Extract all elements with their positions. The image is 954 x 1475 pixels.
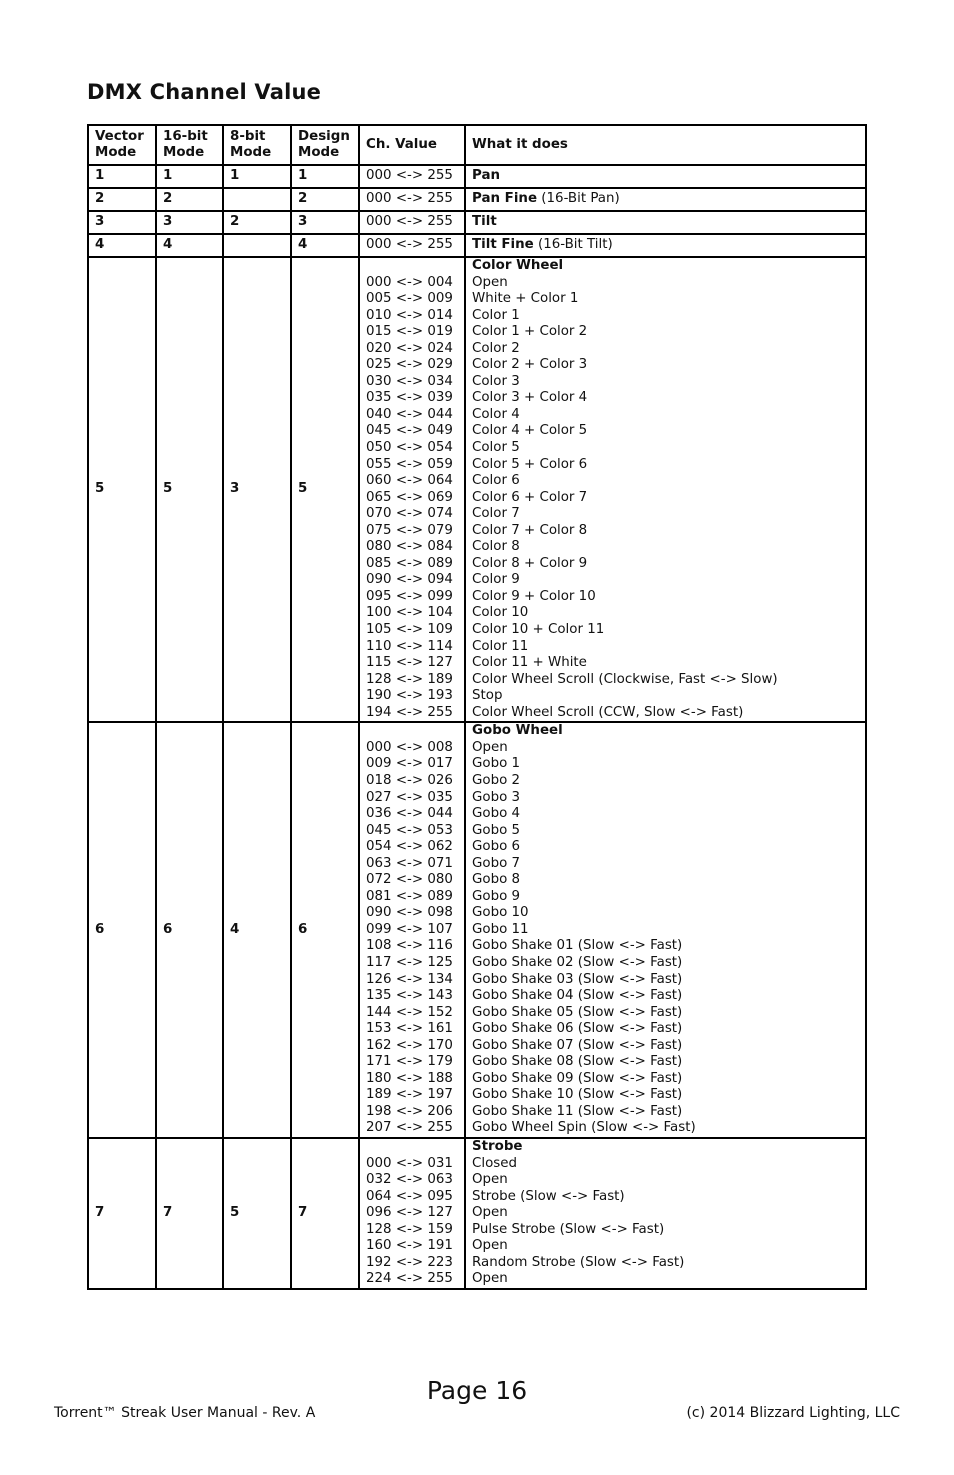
ch-value-range: 045 <-> 053: [366, 822, 453, 838]
ch-value-range: 035 <-> 039: [366, 390, 453, 406]
function-description: Gobo 6: [472, 839, 521, 855]
function-description: Gobo Shake 11 (Slow <-> Fast): [472, 1103, 683, 1119]
function-description: Color 6 + Color 7: [472, 489, 588, 505]
16bit-mode-cell: 4: [156, 234, 223, 257]
function-description: Color 4: [472, 406, 520, 422]
ch-value-range: 110 <-> 114: [366, 638, 453, 654]
function-description: Strobe (Slow <-> Fast): [472, 1188, 625, 1204]
ch-value-cell: 000 <-> 255: [359, 211, 465, 234]
what-it-does-cell: [465, 234, 866, 257]
ch-value-range: 045 <-> 049: [366, 423, 453, 439]
ch-value-range: 100 <-> 104: [366, 605, 453, 621]
function-description: Gobo Shake 01 (Slow <-> Fast): [472, 938, 683, 954]
table-row: [88, 722, 866, 1138]
design-mode-cell: 3: [291, 211, 359, 234]
ch-value-range: 090 <-> 098: [366, 905, 453, 921]
ch-value-range: 171 <-> 179: [366, 1054, 453, 1070]
ch-value-range: 064 <-> 095: [366, 1188, 453, 1204]
ch-value-range: 085 <-> 089: [366, 555, 453, 571]
table-row: [88, 234, 866, 257]
function-name: Pan Fine: [472, 191, 538, 207]
what-it-does-cell: [465, 211, 866, 234]
ch-value-range: 075 <-> 079: [366, 522, 453, 538]
function-description: Gobo 9: [472, 888, 521, 904]
ch-value-range: 117 <-> 125: [366, 954, 453, 970]
what-it-does-cell: [465, 188, 866, 211]
design-mode-cell: 1: [291, 165, 359, 188]
8bit-mode-cell: 1: [223, 165, 291, 188]
function-description: Random Strobe (Slow <-> Fast): [472, 1254, 685, 1270]
function-description: Color 5 + Color 6: [472, 456, 588, 472]
ch-value-cell: 000 <-> 255: [359, 188, 465, 211]
ch-value-range: 105 <-> 109: [366, 622, 453, 638]
function-description: Gobo 10: [472, 905, 529, 921]
what-it-does-list-cell: [465, 257, 866, 722]
ch-value-range: 192 <-> 223: [366, 1254, 453, 1270]
function-description: Color 2 + Color 3: [472, 357, 588, 373]
8bit-mode-cell: [223, 188, 291, 211]
ch-value-range: 135 <-> 143: [366, 988, 453, 1004]
ch-value-cell: 000 <-> 255: [359, 234, 465, 257]
function-description: Gobo 3: [472, 789, 521, 805]
function-description: Color 1: [472, 307, 520, 323]
function-description: Open: [472, 1172, 508, 1188]
ch-value-range: 000 <-> 031: [366, 1155, 453, 1171]
function-description: Gobo Shake 07 (Slow <-> Fast): [472, 1037, 683, 1053]
ch-value-list-cell: [359, 257, 465, 722]
ch-value-range: 015 <-> 019: [366, 324, 453, 340]
function-description: Color 10 + Color 11: [472, 622, 605, 638]
ch-value-range: 099 <-> 107: [366, 921, 453, 937]
table-row: [88, 257, 866, 722]
col-header-what-it-does: What it does: [465, 125, 866, 165]
ch-value-range: 128 <-> 159: [366, 1221, 453, 1237]
function-description: Color 8: [472, 539, 520, 555]
ch-value-list-cell: [359, 722, 465, 1138]
function-description: Open: [472, 274, 508, 290]
ch-value-range: 030 <-> 034: [366, 373, 453, 389]
footer-copyright: (c) 2014 Blizzard Lighting, LLC: [686, 1405, 900, 1421]
function-description: Gobo Shake 06 (Slow <-> Fast): [472, 1021, 683, 1037]
vector-mode-cell: 5: [88, 257, 156, 722]
ch-value-range: 065 <-> 069: [366, 489, 453, 505]
col-header-8bit-mode: 8-bit Mode: [223, 125, 291, 165]
what-it-does-list-cell: [465, 1138, 866, 1289]
col-header-design-mode: Design Mode: [291, 125, 359, 165]
function-description: Gobo Shake 02 (Slow <-> Fast): [472, 954, 683, 970]
design-mode-cell: 6: [291, 722, 359, 1138]
ch-value-range: 080 <-> 084: [366, 539, 453, 555]
ch-value-range: 126 <-> 134: [366, 971, 453, 987]
function-note: (16-Bit Tilt): [533, 237, 613, 253]
ch-value-range: 128 <-> 189: [366, 671, 453, 687]
ch-value-range: 005 <-> 009: [366, 291, 453, 307]
table-row: [88, 188, 866, 211]
vector-mode-cell: 3: [88, 211, 156, 234]
16bit-mode-cell: 7: [156, 1138, 223, 1289]
ch-value-range: 207 <-> 255: [366, 1120, 453, 1136]
design-mode-cell: 7: [291, 1138, 359, 1289]
function-description: Color 7: [472, 506, 520, 522]
what-it-does-cell: [465, 165, 866, 188]
table-row: [88, 165, 866, 188]
ch-value-cell: 000 <-> 255: [359, 165, 465, 188]
ch-value-range: 115 <-> 127: [366, 655, 453, 671]
ch-value-range: 032 <-> 063: [366, 1172, 453, 1188]
function-description: Gobo Shake 08 (Slow <-> Fast): [472, 1054, 683, 1070]
16bit-mode-cell: 2: [156, 188, 223, 211]
function-description: Gobo Shake 05 (Slow <-> Fast): [472, 1004, 683, 1020]
function-description: Gobo 4: [472, 806, 521, 822]
function-description: Color 11: [472, 638, 529, 654]
ch-value-range: 018 <-> 026: [366, 772, 453, 788]
function-description: Gobo 11: [472, 921, 529, 937]
function-description: Color 1 + Color 2: [472, 324, 588, 340]
ch-value-range: 010 <-> 014: [366, 307, 453, 323]
function-description: Gobo 5: [472, 822, 521, 838]
design-mode-cell: 2: [291, 188, 359, 211]
function-description: Closed: [472, 1155, 517, 1171]
function-group-heading: Strobe: [472, 1138, 523, 1154]
ch-value-range: 060 <-> 064: [366, 473, 453, 489]
vector-mode-cell: 6: [88, 722, 156, 1138]
ch-value-range: 095 <-> 099: [366, 588, 453, 604]
ch-value-range: 027 <-> 035: [366, 789, 453, 805]
function-description: Open: [472, 739, 508, 755]
function-description: Gobo 1: [472, 756, 521, 772]
function-description: Color 3 + Color 4: [472, 390, 588, 406]
ch-value-range: 009 <-> 017: [366, 756, 453, 772]
16bit-mode-cell: 5: [156, 257, 223, 722]
vector-mode-cell: 4: [88, 234, 156, 257]
table-header-row: [88, 125, 866, 165]
design-mode-cell: 5: [291, 257, 359, 722]
function-name: Tilt Fine: [472, 237, 534, 253]
function-description: Color 3: [472, 373, 520, 389]
vector-mode-cell: 7: [88, 1138, 156, 1289]
8bit-mode-cell: [223, 234, 291, 257]
dmx-channel-table: [87, 124, 867, 1290]
ch-value-range: 198 <-> 206: [366, 1103, 453, 1119]
ch-value-range: 036 <-> 044: [366, 806, 453, 822]
design-mode-cell: 4: [291, 234, 359, 257]
ch-value-list-cell: [359, 1138, 465, 1289]
ch-value-range: 190 <-> 193: [366, 688, 453, 704]
vector-mode-cell: 2: [88, 188, 156, 211]
ch-value-range: 020 <-> 024: [366, 340, 453, 356]
function-description: Color 4 + Color 5: [472, 423, 588, 439]
ch-value-range: 055 <-> 059: [366, 456, 453, 472]
ch-value-range: 000 <-> 008: [366, 739, 453, 755]
function-description: Gobo Wheel Spin (Slow <-> Fast): [472, 1120, 696, 1136]
ch-value-range: 063 <-> 071: [366, 855, 453, 871]
table-row: [88, 1138, 866, 1289]
16bit-mode-cell: 3: [156, 211, 223, 234]
function-description: Color 6: [472, 473, 520, 489]
function-description: White + Color 1: [472, 291, 579, 307]
ch-value-range: 189 <-> 197: [366, 1087, 453, 1103]
ch-value-range: 090 <-> 094: [366, 572, 453, 588]
function-description: Open: [472, 1271, 508, 1287]
ch-value-range: 054 <-> 062: [366, 839, 453, 855]
ch-value-range: 162 <-> 170: [366, 1037, 453, 1053]
function-description: Color 11 + White: [472, 655, 587, 671]
what-it-does-list-cell: [465, 722, 866, 1138]
function-description: Color 10: [472, 605, 529, 621]
16bit-mode-cell: 6: [156, 722, 223, 1138]
function-description: Pulse Strobe (Slow <-> Fast): [472, 1221, 665, 1237]
ch-value-range: 153 <-> 161: [366, 1021, 453, 1037]
footer-manual-title: Torrent™ Streak User Manual - Rev. A: [54, 1405, 316, 1421]
ch-value-range: 081 <-> 089: [366, 888, 453, 904]
section-title: DMX Channel Value: [87, 80, 322, 104]
function-description: Gobo 7: [472, 855, 521, 871]
function-description: Gobo 2: [472, 772, 521, 788]
function-name: Pan: [472, 168, 501, 184]
ch-value-range: 070 <-> 074: [366, 506, 453, 522]
8bit-mode-cell: 5: [223, 1138, 291, 1289]
col-header-vector-mode: Vector Mode: [88, 125, 156, 165]
function-description: Color Wheel Scroll (Clockwise, Fast <-> Slow): [472, 671, 778, 687]
function-description: Color 5: [472, 440, 520, 456]
function-description: Color 9: [472, 572, 520, 588]
function-description: Gobo Shake 10 (Slow <-> Fast): [472, 1087, 683, 1103]
ch-value-range: 072 <-> 080: [366, 872, 453, 888]
ch-value-range: 194 <-> 255: [366, 704, 453, 720]
ch-value-range: 108 <-> 116: [366, 938, 453, 954]
function-description: Stop: [472, 688, 503, 704]
function-name: Tilt: [472, 214, 497, 230]
col-header-ch-value: Ch. Value: [359, 125, 465, 165]
ch-value-range: 000 <-> 004: [366, 274, 453, 290]
vector-mode-cell: 1: [88, 165, 156, 188]
ch-value-range: 180 <-> 188: [366, 1070, 453, 1086]
function-description: Gobo Shake 03 (Slow <-> Fast): [472, 971, 683, 987]
function-description: Open: [472, 1238, 508, 1254]
function-description: Color 9 + Color 10: [472, 588, 596, 604]
ch-value-range: 096 <-> 127: [366, 1205, 453, 1221]
16bit-mode-cell: 1: [156, 165, 223, 188]
ch-value-range: 025 <-> 029: [366, 357, 453, 373]
ch-value-range: 144 <-> 152: [366, 1004, 453, 1020]
page-number: Page 16: [426, 1376, 528, 1405]
function-description: Gobo Shake 04 (Slow <-> Fast): [472, 988, 683, 1004]
function-note: (16-Bit Pan): [537, 191, 620, 207]
ch-value-range: 050 <-> 054: [366, 440, 453, 456]
function-group-heading: Color Wheel: [472, 258, 564, 273]
function-description: Color Wheel Scroll (CCW, Slow <-> Fast): [472, 704, 744, 720]
table-row: [88, 211, 866, 234]
function-description: Open: [472, 1205, 508, 1221]
8bit-mode-cell: 3: [223, 257, 291, 722]
8bit-mode-cell: 4: [223, 722, 291, 1138]
function-description: Color 2: [472, 340, 520, 356]
8bit-mode-cell: 2: [223, 211, 291, 234]
function-description: Gobo Shake 09 (Slow <-> Fast): [472, 1070, 683, 1086]
ch-value-range: 160 <-> 191: [366, 1238, 453, 1254]
ch-value-range: 224 <-> 255: [366, 1271, 453, 1287]
col-header-16bit-mode: 16-bit Mode: [156, 125, 223, 165]
function-description: Color 8 + Color 9: [472, 555, 588, 571]
function-group-heading: Gobo Wheel: [472, 723, 563, 739]
function-description: Gobo 8: [472, 872, 521, 888]
ch-value-range: 040 <-> 044: [366, 406, 453, 422]
function-description: Color 7 + Color 8: [472, 522, 588, 538]
